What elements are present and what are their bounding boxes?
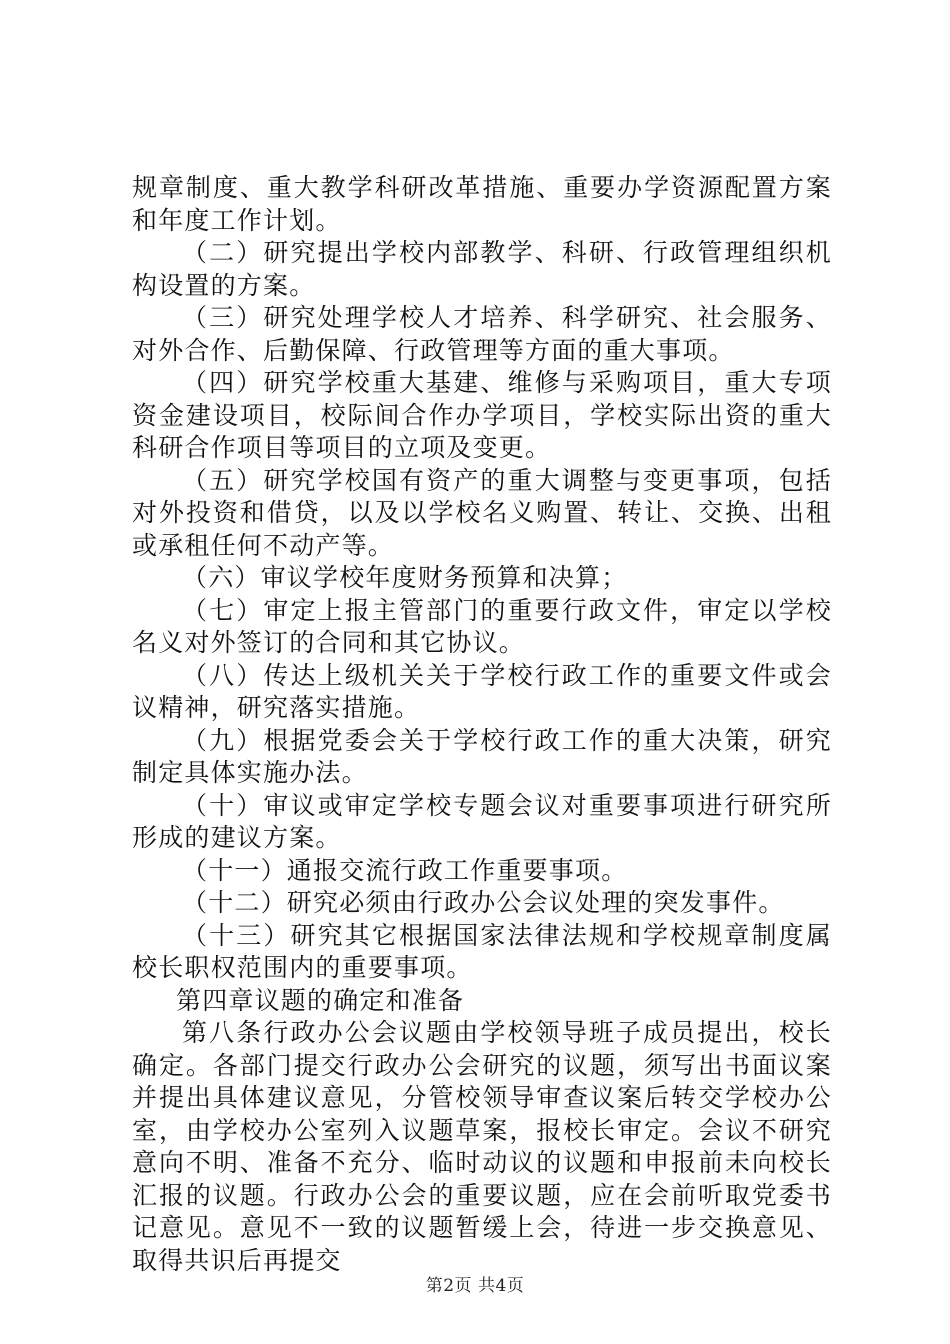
paragraph-1: 规章制度、重大教学科研改革措施、重要办学资源配置方案和年度工作计划。 xyxy=(132,173,832,235)
paragraph-2: （二）研究提出学校内部教学、科研、行政管理组织机构设置的方案。 xyxy=(132,238,832,300)
paragraph-9: （九）根据党委会关于学校行政工作的重大决策，研究制定具体实施办法。 xyxy=(132,725,832,787)
paragraph-4: （四）研究学校重大基建、维修与采购项目，重大专项资金建设项目，校际间合作办学项目，学校实际出资的重大科研合作项目等项目的立项及变更。 xyxy=(132,368,832,462)
paragraph-12: （十二）研究必须由行政办公会议处理的突发事件。 xyxy=(182,888,785,917)
article-paragraph: 第八条行政办公会议题由学校领导班子成员提出，校长确定。各部门提交行政办公会研究的议题，须写出书面议案并提出具体建议意见，分管校领导审查议案后转交学校办公室，由学校办公室列入议题草案，报校长审定。会议不研究意向不明、准备不充分、临时动议的议题和申报前未向校长汇报的议题。行政办公会的重要议题，应在会前听取党委书记意见。意见不一致的议题暂缓上会，待进一步交换意见、取得共识后再提交 xyxy=(132,1018,832,1275)
paragraph-3: （三）研究处理学校人才培养、科学研究、社会服务、对外合作、后勤保障、行政管理等方面的重大事项。 xyxy=(132,303,832,365)
paragraph-11: （十一）通报交流行政工作重要事项。 xyxy=(182,855,628,885)
paragraph-10: （十）审议或审定学校专题会议对重要事项进行研究所形成的建议方案。 xyxy=(132,790,832,852)
chapter-heading: 第四章议题的确定和准备 xyxy=(176,985,465,1015)
paragraph-5: （五）研究学校国有资产的重大调整与变更事项，包括对外投资和借贷，以及以学校名义购置、转让、交换、出租或承租任何不动产等。 xyxy=(132,465,832,560)
document-body xyxy=(132,172,832,1277)
paragraph-7: （七）审定上报主管部门的重要行政文件，审定以学校名义对外签订的合同和其它协议。 xyxy=(132,595,832,657)
paragraph-13: （十三）研究其它根据国家法律法规和学校规章制度属校长职权范围内的重要事项。 xyxy=(132,920,832,982)
paragraph-8: （八）传达上级机关关于学校行政工作的重要文件或会议精神，研究落实措施。 xyxy=(132,660,832,722)
paragraph-6: （六）审议学校年度财务预算和决算； xyxy=(182,563,628,592)
page-footer: 第2页 共4页 xyxy=(425,1276,525,1296)
